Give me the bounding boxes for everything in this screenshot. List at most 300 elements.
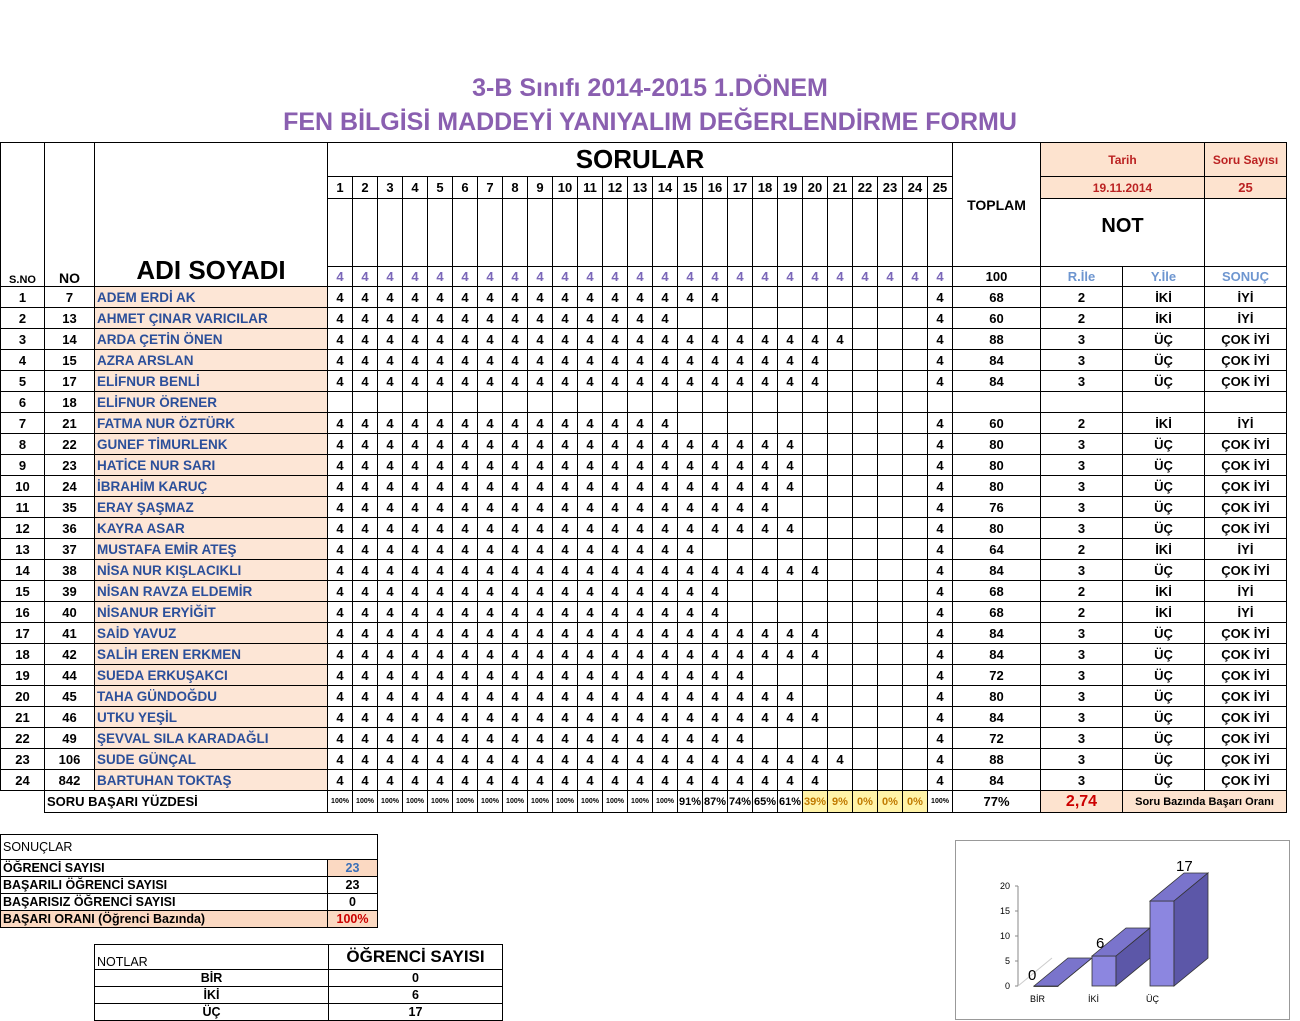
question-number: 8 — [503, 177, 528, 199]
answer-cell — [878, 329, 903, 350]
answer-cell: 4 — [453, 644, 478, 665]
answer-cell — [803, 476, 828, 497]
student-sonuc: İYİ — [1205, 602, 1287, 623]
question-blank — [603, 199, 628, 267]
answer-cell: 4 — [678, 623, 703, 644]
answer-cell: 4 — [753, 560, 778, 581]
student-total: 60 — [953, 413, 1041, 434]
answer-cell — [878, 308, 903, 329]
answer-cell: 4 — [753, 518, 778, 539]
answer-cell — [728, 308, 753, 329]
student-no: 106 — [45, 749, 95, 770]
answer-cell: 4 — [528, 434, 553, 455]
answer-cell: 4 — [703, 602, 728, 623]
student-name: ŞEVVAL SILA KARADAĞLI — [95, 728, 328, 749]
student-no: 21 — [45, 413, 95, 434]
answer-cell: 4 — [328, 308, 353, 329]
question-success-percent: 65% — [753, 791, 778, 813]
student-no: 24 — [45, 476, 95, 497]
answer-cell: 4 — [378, 539, 403, 560]
answer-cell: 4 — [553, 308, 578, 329]
answer-cell: 4 — [828, 329, 853, 350]
answer-cell — [678, 413, 703, 434]
answer-cell: 4 — [553, 476, 578, 497]
answer-cell — [803, 539, 828, 560]
answer-cell — [828, 770, 853, 791]
answer-cell: 4 — [728, 686, 753, 707]
answer-cell: 4 — [703, 581, 728, 602]
answer-cell: 4 — [328, 623, 353, 644]
student-sno: 1 — [1, 287, 45, 308]
answer-cell: 4 — [328, 539, 353, 560]
answer-cell: 4 — [603, 350, 628, 371]
question-blank — [928, 199, 953, 267]
answer-cell — [828, 497, 853, 518]
blank-cell — [1, 791, 45, 813]
question-blank — [803, 199, 828, 267]
answer-cell: 4 — [628, 518, 653, 539]
answer-cell: 4 — [428, 476, 453, 497]
answer-cell-last: 4 — [928, 371, 953, 392]
blank-cell — [1205, 199, 1287, 267]
table-row — [1, 644, 1287, 665]
answer-cell — [353, 392, 378, 413]
question-points: 4 — [453, 267, 478, 287]
answer-cell-last: 4 — [928, 329, 953, 350]
student-r-ile: 3 — [1041, 623, 1123, 644]
answer-cell — [903, 392, 928, 413]
answer-cell: 4 — [453, 308, 478, 329]
answer-cell: 4 — [453, 350, 478, 371]
answer-cell: 4 — [378, 707, 403, 728]
y-tick-label: 20 — [999, 881, 1010, 891]
table-row — [1, 602, 1287, 623]
answer-cell: 4 — [378, 413, 403, 434]
answer-cell: 4 — [528, 644, 553, 665]
answer-cell: 4 — [328, 413, 353, 434]
student-name: HATİCE NUR SARI — [95, 455, 328, 476]
answer-cell: 4 — [353, 539, 378, 560]
answer-cell: 4 — [403, 413, 428, 434]
notes-title: NOTLAR — [95, 945, 329, 970]
answer-cell: 4 — [803, 623, 828, 644]
answer-cell — [853, 434, 878, 455]
bar-front — [1092, 956, 1116, 986]
answer-cell: 4 — [353, 665, 378, 686]
answer-cell: 4 — [628, 539, 653, 560]
answer-cell: 4 — [453, 623, 478, 644]
answer-cell: 4 — [528, 413, 553, 434]
answer-cell: 4 — [628, 728, 653, 749]
answer-cell — [878, 497, 903, 518]
answer-cell — [853, 413, 878, 434]
answer-cell: 4 — [803, 749, 828, 770]
answer-cell — [828, 665, 853, 686]
answer-cell — [903, 623, 928, 644]
answer-cell: 4 — [453, 602, 478, 623]
student-r-ile: 3 — [1041, 434, 1123, 455]
question-success-percent: 100% — [478, 791, 503, 813]
answer-cell — [903, 560, 928, 581]
student-no: 15 — [45, 350, 95, 371]
answer-cell: 4 — [503, 581, 528, 602]
answer-cell — [903, 329, 928, 350]
answer-cell — [728, 392, 753, 413]
table-row — [1, 350, 1287, 371]
answer-cell: 4 — [653, 539, 678, 560]
student-y-ile: ÜÇ — [1123, 350, 1205, 371]
question-blank — [553, 199, 578, 267]
answer-cell: 4 — [378, 581, 403, 602]
answer-cell — [828, 350, 853, 371]
tarih-header: Tarih — [1041, 143, 1205, 177]
answer-cell — [728, 287, 753, 308]
answer-cell: 4 — [328, 518, 353, 539]
student-y-ile: ÜÇ — [1123, 518, 1205, 539]
answer-cell — [778, 392, 803, 413]
answer-cell: 4 — [528, 560, 553, 581]
question-success-percent: 74% — [728, 791, 753, 813]
answer-cell — [803, 413, 828, 434]
answer-cell: 4 — [353, 581, 378, 602]
answer-cell: 4 — [553, 749, 578, 770]
answer-cell: 4 — [378, 518, 403, 539]
answer-cell: 4 — [678, 644, 703, 665]
answer-cell: 4 — [628, 371, 653, 392]
answer-cell-last: 4 — [928, 749, 953, 770]
question-blank — [678, 199, 703, 267]
answer-cell: 4 — [428, 413, 453, 434]
success-average: 2,74 — [1041, 791, 1123, 813]
answer-cell — [903, 371, 928, 392]
answer-cell-last: 4 — [928, 686, 953, 707]
answer-cell: 4 — [378, 329, 403, 350]
student-y-ile: ÜÇ — [1123, 749, 1205, 770]
student-no: 45 — [45, 686, 95, 707]
answer-cell: 4 — [803, 371, 828, 392]
answer-cell — [828, 707, 853, 728]
answer-cell — [903, 686, 928, 707]
answer-cell — [878, 602, 903, 623]
answer-cell — [878, 686, 903, 707]
student-r-ile: 3 — [1041, 476, 1123, 497]
answer-cell: 4 — [453, 581, 478, 602]
question-success-percent: 61% — [778, 791, 803, 813]
answer-cell: 4 — [728, 371, 753, 392]
table-row — [1, 623, 1287, 644]
answer-cell: 4 — [603, 581, 628, 602]
student-sonuc — [1205, 392, 1287, 413]
answer-cell: 4 — [653, 770, 678, 791]
answer-cell — [828, 308, 853, 329]
answer-cell: 4 — [603, 749, 628, 770]
answer-cell: 4 — [453, 665, 478, 686]
answer-cell: 4 — [378, 686, 403, 707]
answer-cell: 4 — [578, 707, 603, 728]
answer-cell: 4 — [428, 329, 453, 350]
question-success-percent: 100% — [428, 791, 453, 813]
answer-cell — [903, 539, 928, 560]
answer-cell — [778, 308, 803, 329]
answer-cell — [828, 392, 853, 413]
answer-cell: 4 — [753, 329, 778, 350]
answer-cell-last: 4 — [928, 623, 953, 644]
answer-cell: 4 — [653, 686, 678, 707]
answer-cell — [778, 602, 803, 623]
answer-cell-last: 4 — [928, 476, 953, 497]
answer-cell — [703, 413, 728, 434]
answer-cell: 4 — [603, 686, 628, 707]
question-points: 4 — [928, 267, 953, 287]
answer-cell: 4 — [403, 686, 428, 707]
student-y-ile: ÜÇ — [1123, 665, 1205, 686]
answer-cell — [853, 497, 878, 518]
answer-cell: 4 — [578, 623, 603, 644]
answer-cell: 4 — [603, 560, 628, 581]
answer-cell: 4 — [453, 539, 478, 560]
answer-cell: 4 — [528, 686, 553, 707]
answer-cell — [728, 539, 753, 560]
answer-cell — [878, 392, 903, 413]
answer-cell: 4 — [403, 434, 428, 455]
question-number: 1 — [328, 177, 353, 199]
student-r-ile: 2 — [1041, 308, 1123, 329]
answer-cell: 4 — [353, 476, 378, 497]
answer-cell: 4 — [803, 644, 828, 665]
answer-cell: 4 — [578, 560, 603, 581]
answer-cell: 4 — [653, 728, 678, 749]
table-row — [1, 287, 1287, 308]
table-row — [1, 329, 1287, 350]
answer-cell: 4 — [603, 476, 628, 497]
answer-cell: 4 — [503, 434, 528, 455]
answer-cell — [828, 728, 853, 749]
answer-cell: 4 — [528, 371, 553, 392]
toplam-header: TOPLAM — [953, 143, 1041, 267]
question-points: 4 — [503, 267, 528, 287]
answer-cell — [828, 539, 853, 560]
answer-cell: 4 — [453, 413, 478, 434]
answer-cell: 4 — [728, 623, 753, 644]
question-points: 4 — [578, 267, 603, 287]
answer-cell: 4 — [578, 497, 603, 518]
answer-cell: 4 — [603, 707, 628, 728]
bar-value-label: 17 — [1176, 858, 1193, 875]
question-points: 4 — [353, 267, 378, 287]
answer-cell — [878, 623, 903, 644]
student-total: 80 — [953, 455, 1041, 476]
student-y-ile: ÜÇ — [1123, 707, 1205, 728]
answer-cell: 4 — [428, 707, 453, 728]
student-total: 76 — [953, 497, 1041, 518]
answer-cell: 4 — [503, 539, 528, 560]
question-success-percent: 100% — [653, 791, 678, 813]
answer-cell: 4 — [603, 413, 628, 434]
form-title-line2: FEN BİLGİSİ MADDEYİ YANIYALIM DEĞERLENDİRME FORMU — [283, 108, 1017, 136]
answer-cell: 4 — [578, 602, 603, 623]
answer-cell — [653, 392, 678, 413]
question-success-percent: 100% — [578, 791, 603, 813]
answer-cell: 4 — [653, 602, 678, 623]
answer-cell: 4 — [503, 497, 528, 518]
answer-cell: 4 — [603, 308, 628, 329]
answer-cell — [903, 413, 928, 434]
answer-cell: 4 — [478, 749, 503, 770]
answer-cell: 4 — [753, 644, 778, 665]
question-success-percent: 100% — [403, 791, 428, 813]
answer-cell: 4 — [403, 476, 428, 497]
answer-cell — [903, 770, 928, 791]
answer-cell: 4 — [403, 707, 428, 728]
question-number: 4 — [403, 177, 428, 199]
answer-cell: 4 — [503, 329, 528, 350]
answer-cell: 4 — [353, 707, 378, 728]
student-no: 13 — [45, 308, 95, 329]
answer-cell: 4 — [478, 476, 503, 497]
answer-cell: 4 — [428, 581, 453, 602]
student-no: 40 — [45, 602, 95, 623]
answer-cell-last: 4 — [928, 560, 953, 581]
answer-cell — [678, 308, 703, 329]
answer-cell: 4 — [753, 476, 778, 497]
answer-cell: 4 — [478, 665, 503, 686]
answer-cell — [853, 728, 878, 749]
answer-cell: 4 — [478, 308, 503, 329]
question-success-percent: 9% — [828, 791, 853, 813]
answer-cell — [828, 581, 853, 602]
student-name: AHMET ÇINAR VARICILAR — [95, 308, 328, 329]
answer-cell: 4 — [603, 434, 628, 455]
answer-cell: 4 — [478, 434, 503, 455]
answer-cell — [853, 749, 878, 770]
table-row — [1, 497, 1287, 518]
student-name: NİSAN RAVZA ELDEMİR — [95, 581, 328, 602]
question-points: 4 — [678, 267, 703, 287]
student-y-ile: ÜÇ — [1123, 476, 1205, 497]
answer-cell — [753, 581, 778, 602]
answer-cell: 4 — [353, 686, 378, 707]
student-sonuc: ÇOK İYİ — [1205, 623, 1287, 644]
answer-cell: 4 — [703, 623, 728, 644]
student-sno: 20 — [1, 686, 45, 707]
answer-cell: 4 — [478, 686, 503, 707]
answer-cell: 4 — [403, 350, 428, 371]
answer-cell: 4 — [653, 518, 678, 539]
answer-cell: 4 — [678, 434, 703, 455]
answer-cell — [703, 308, 728, 329]
student-r-ile: 3 — [1041, 686, 1123, 707]
answer-cell — [803, 581, 828, 602]
question-number: 24 — [903, 177, 928, 199]
question-number: 13 — [628, 177, 653, 199]
answer-cell: 4 — [553, 287, 578, 308]
answer-cell — [828, 602, 853, 623]
answer-cell: 4 — [553, 602, 578, 623]
answer-cell — [853, 455, 878, 476]
answer-cell: 4 — [378, 308, 403, 329]
answer-cell: 4 — [378, 455, 403, 476]
student-sonuc: İYİ — [1205, 287, 1287, 308]
answer-cell: 4 — [703, 686, 728, 707]
student-total: 84 — [953, 770, 1041, 791]
answer-cell: 4 — [603, 329, 628, 350]
student-total: 64 — [953, 539, 1041, 560]
answer-cell — [803, 392, 828, 413]
student-sno: 24 — [1, 770, 45, 791]
answer-cell: 4 — [703, 728, 728, 749]
student-sonuc: ÇOK İYİ — [1205, 686, 1287, 707]
answer-cell: 4 — [728, 644, 753, 665]
no-header: NO — [45, 143, 95, 287]
student-sonuc: ÇOK İYİ — [1205, 518, 1287, 539]
answer-cell: 4 — [503, 413, 528, 434]
answer-cell: 4 — [653, 707, 678, 728]
answer-cell: 4 — [503, 371, 528, 392]
answer-cell: 4 — [603, 287, 628, 308]
answer-cell: 4 — [603, 602, 628, 623]
question-success-percent: 100% — [453, 791, 478, 813]
answer-cell: 4 — [553, 644, 578, 665]
answer-cell: 4 — [628, 749, 653, 770]
answer-cell: 4 — [678, 686, 703, 707]
student-name: SUEDA ERKUŞAKCI — [95, 665, 328, 686]
answer-cell-last: 4 — [928, 518, 953, 539]
student-y-ile: İKİ — [1123, 539, 1205, 560]
answer-cell: 4 — [778, 707, 803, 728]
answer-cell — [878, 455, 903, 476]
table-row — [1, 728, 1287, 749]
question-number: 18 — [753, 177, 778, 199]
answer-cell — [903, 644, 928, 665]
question-blank — [503, 199, 528, 267]
answer-cell — [728, 581, 753, 602]
answer-cell — [828, 623, 853, 644]
bar-value-label: 0 — [1028, 967, 1037, 984]
question-blank — [528, 199, 553, 267]
table-row — [1, 413, 1287, 434]
student-total: 60 — [953, 308, 1041, 329]
student-no: 38 — [45, 560, 95, 581]
answer-cell: 4 — [578, 686, 603, 707]
answer-cell: 4 — [503, 644, 528, 665]
answer-cell: 4 — [628, 413, 653, 434]
notes-value: 17 — [329, 1004, 503, 1021]
question-points: 4 — [528, 267, 553, 287]
student-sno: 22 — [1, 728, 45, 749]
student-r-ile — [1041, 392, 1123, 413]
answer-cell: 4 — [453, 749, 478, 770]
answer-cell: 4 — [678, 455, 703, 476]
answer-cell — [678, 392, 703, 413]
answer-cell: 4 — [353, 623, 378, 644]
answer-cell: 4 — [353, 518, 378, 539]
answer-cell — [478, 392, 503, 413]
answer-cell: 4 — [328, 749, 353, 770]
notes-value: 6 — [329, 987, 503, 1004]
student-sonuc: İYİ — [1205, 308, 1287, 329]
answer-cell-last: 4 — [928, 413, 953, 434]
answer-cell — [878, 749, 903, 770]
answer-cell: 4 — [353, 329, 378, 350]
answer-cell: 4 — [328, 497, 353, 518]
summary-value: 23 — [328, 860, 378, 877]
student-no: 42 — [45, 644, 95, 665]
question-number: 22 — [853, 177, 878, 199]
answer-cell: 4 — [653, 497, 678, 518]
answer-cell: 4 — [553, 665, 578, 686]
answer-cell — [753, 539, 778, 560]
student-name: SAİD YAVUZ — [95, 623, 328, 644]
